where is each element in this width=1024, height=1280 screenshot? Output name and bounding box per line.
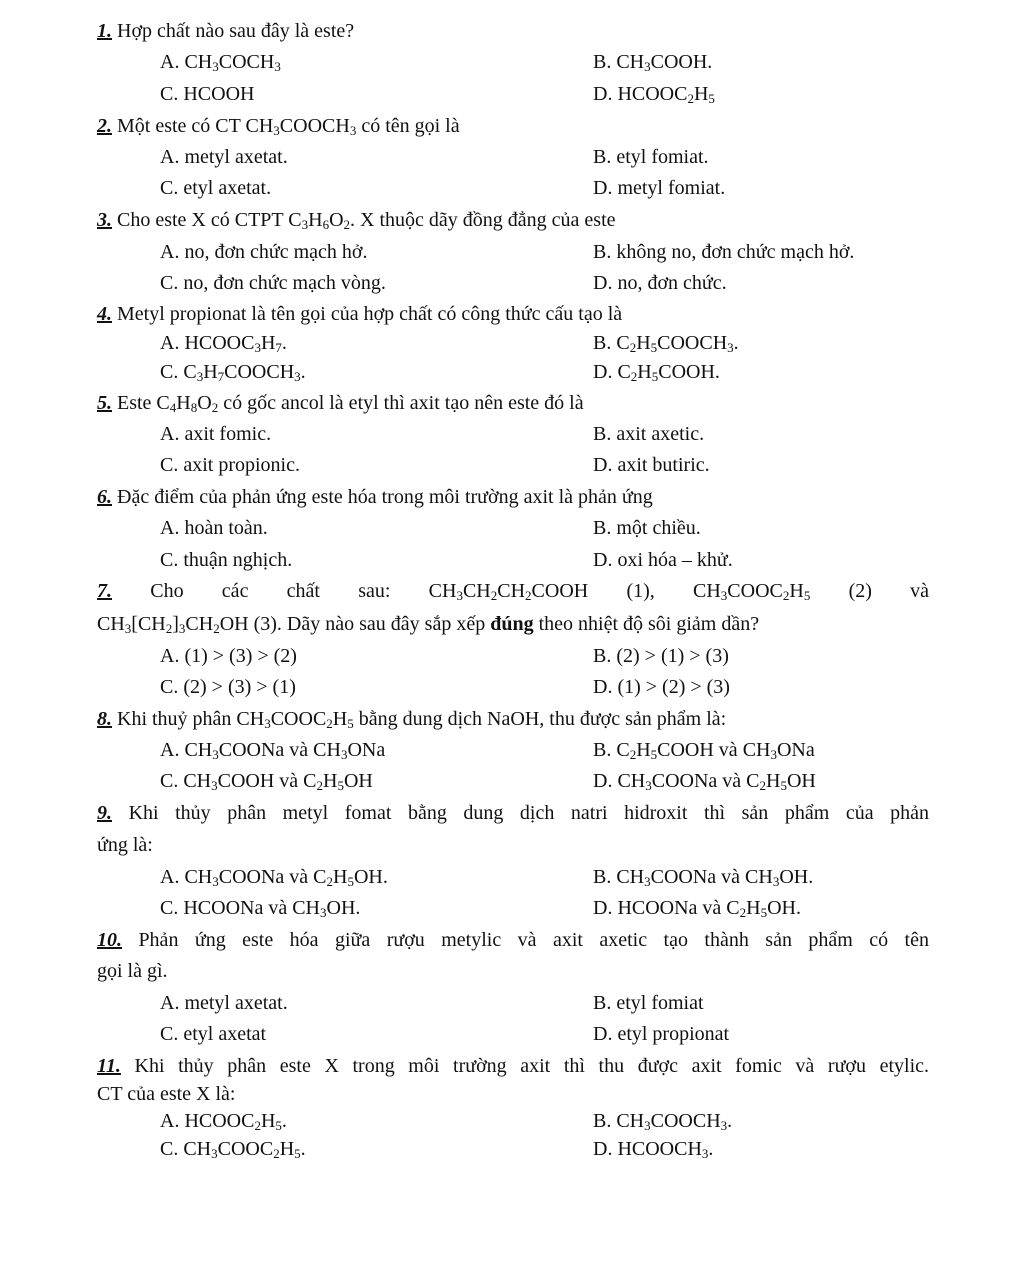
option-c: C. no, đơn chức mạch vòng. [160,272,386,294]
option-c: C. (2) > (3) > (1) [160,676,296,698]
question-stem-line-1: Khi thủy phân este X trong môi trường axit thì thu được axit fomic và rượu etylic. [134,1055,930,1077]
option-a: A. no, đơn chức mạch hở. [160,241,368,263]
question-7-line-2 [97,609,929,640]
question-9 [97,798,929,829]
question-stem: Khi thuỷ phân $CH_3COOC_2H_5$ bằng dung dịch NaOH, thu được sản phẩm là: [117,708,727,731]
option-b: B. $CH_3COOCH_3$. [593,1110,733,1133]
question-stem-line-1: Khi thủy phân metyl fomat bằng dung dịch natri hidroxit thì sản phẩm của phản [128,802,930,824]
question-4 [97,299,929,330]
question-number: 4. [97,303,112,325]
option-c: C. etyl axetat. [160,177,272,199]
option-b: B. $C_2H_5COOCH_3$. [593,332,739,355]
question-10 [97,925,929,956]
option-c: C. thuận nghịch. [160,549,293,571]
option-a: A. metyl axetat. [160,146,288,168]
question-11 [97,1051,929,1082]
emphasis-word: đúng [490,613,534,635]
option-d: D. (1) > (2) > (3) [593,676,730,698]
question-9-line-2: ứng là: [97,834,153,856]
question-number: 2. [97,115,112,137]
question-7 [97,576,929,607]
question-stem-line-1: Cho các chất sau: $CH_3CH_2CH_2COOH$ (1), $CH_3COOC_2H_5$ (2) và [150,580,929,603]
option-b: B. một chiều. [593,517,701,539]
option-a: A. $CH_3COCH_3$ [160,51,281,74]
option-d: D. $CH_3COONa$ và $C_2H_5OH$ [593,770,816,793]
option-d: D. axit butiric. [593,454,710,476]
option-d: D. metyl fomiat. [593,177,726,199]
question-stem: Cho este X có CTPT $C_3H_6O_2$. X thuộc dãy đồng đẳng của este [117,209,616,232]
question-number: 7. [97,580,112,602]
question-number: 9. [97,802,112,824]
option-d: D. HCOONa và $C_2H_5OH$. [593,897,801,920]
question-5 [97,388,929,419]
question-stem: Đặc điểm của phản ứng este hóa trong môi trường axit là phản ứng [117,486,653,508]
option-c: C. $CH_3COOH$ và $C_2H_5OH$ [160,770,373,793]
question-stem: Este $C_4H_8O_2$ có gốc ancol là etyl thì axit tạo nên este đó là [117,392,584,415]
question-stem: Hợp chất nào sau đây là este? [117,20,355,42]
option-a: A. (1) > (3) > (2) [160,645,297,667]
question-stem-part: $CH_3[CH_2]_3CH_2OH$ (3). Dãy nào sau đây sắp xếp [97,613,486,636]
question-stem-part: theo nhiệt độ sôi giảm dần? [538,613,760,635]
question-2 [97,111,929,142]
question-number: 5. [97,392,112,414]
option-c: C. axit propionic. [160,454,300,476]
question-1 [97,16,929,47]
question-8 [97,704,929,735]
option-d: D. $C_2H_5COOH$. [593,361,720,384]
option-a: A. hoàn toàn. [160,517,268,539]
option-a: A. axit fomic. [160,423,272,445]
question-number: 10. [97,929,122,951]
option-b: B. $C_2H_5COOH$ và $CH_3ONa$ [593,739,815,762]
option-d: D. etyl propionat [593,1023,730,1045]
question-stem-line-1: Phản ứng este hóa giữa rượu metylic và axit axetic tạo thành sản phẩm có tên [138,929,929,951]
option-c: C. HCOONa và $CH_3OH$. [160,897,361,920]
option-b: B. etyl fomiat [593,992,704,1014]
question-stem: Metyl propionat là tên gọi của hợp chất có công thức cấu tạo là [117,303,623,325]
option-a: A. $CH_3COONa$ và $C_2H_5OH$. [160,866,388,889]
question-11-line-2: CT của este X là: [97,1083,236,1105]
question-number: 1. [97,20,112,42]
option-b: B. axit axetic. [593,423,705,445]
option-b: B. $CH_3COOH$. [593,51,713,74]
question-number: 8. [97,708,112,730]
option-d: D. no, đơn chức. [593,272,727,294]
question-number: 3. [97,209,112,231]
option-b: B. $CH_3COONa$ và $CH_3OH$. [593,866,814,889]
question-number: 6. [97,486,112,508]
option-d: D. $HCOOC_2H_5$ [593,83,715,106]
option-a: A. metyl axetat. [160,992,288,1014]
option-c: C. $C_3H_7COOCH_3$. [160,361,306,384]
option-a: A. $HCOOC_2H_5$. [160,1110,287,1133]
question-10-line-2: gọi là gì. [97,960,168,982]
option-b: B. không no, đơn chức mạch hở. [593,241,855,263]
option-c: C. HCOOH [160,83,255,105]
option-a: A. $CH_3COONa$ và $CH_3ONa$ [160,739,386,762]
option-b: B. etyl fomiat. [593,146,709,168]
option-c: C. $CH_3COOC_2H_5$. [160,1138,306,1161]
option-d: D. $HCOOCH_3$. [593,1138,714,1161]
question-3 [97,205,929,236]
question-number: 11. [97,1055,121,1077]
question-6 [97,482,929,513]
option-b: B. (2) > (1) > (3) [593,645,729,667]
option-d: D. oxi hóa – khử. [593,549,733,571]
question-stem: Một este có CT $CH_3COOCH_3$ có tên gọi là [117,115,460,138]
option-a: A. $HCOOC_3H_7$. [160,332,287,355]
option-c: C. etyl axetat [160,1023,267,1045]
